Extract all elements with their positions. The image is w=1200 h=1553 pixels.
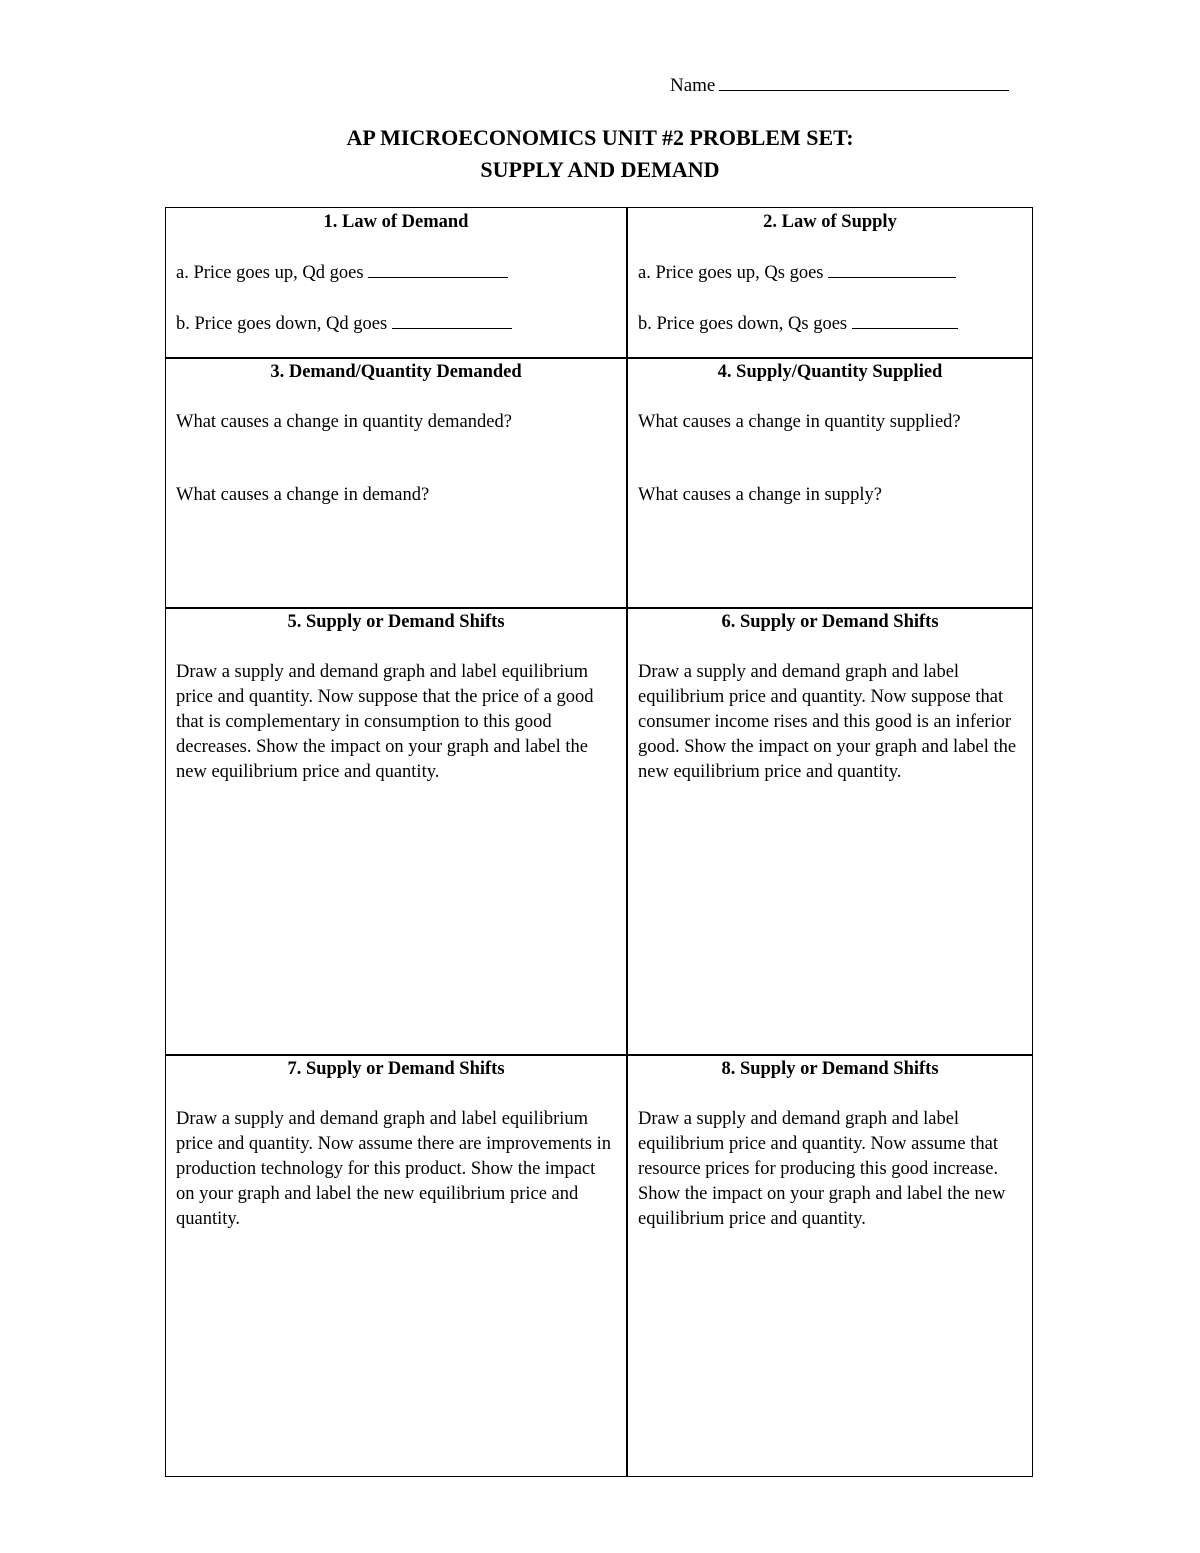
problem-1-a: a. Price goes up, Qd goes bbox=[176, 260, 616, 286]
problem-2-heading: 2. Law of Supply bbox=[763, 212, 897, 232]
name-label: Name bbox=[670, 75, 716, 96]
problem-1 bbox=[166, 210, 626, 337]
name-field[interactable] bbox=[670, 72, 1009, 97]
problem-3-q1: What causes a change in quantity demanded? bbox=[176, 412, 512, 432]
problem-8-body: Draw a supply and demand graph and label equilibrium price and quantity. Now assume that resource prices for producing this good increase. Show the impact on your graph and label the new equilibrium price and quantity. bbox=[638, 1109, 1006, 1229]
row-divider bbox=[166, 357, 1032, 359]
answer-blank[interactable] bbox=[368, 260, 508, 278]
page-subtitle: SUPPLY AND DEMAND bbox=[480, 157, 720, 182]
row-divider bbox=[166, 1054, 1032, 1056]
name-blank[interactable] bbox=[719, 72, 1009, 91]
problem-2 bbox=[628, 210, 1032, 337]
problem-3-q2: What causes a change in demand? bbox=[176, 485, 430, 505]
problem-4-q1: What causes a change in quantity supplied? bbox=[638, 412, 961, 432]
problem-grid bbox=[165, 207, 1033, 1477]
problem-4-q2: What causes a change in supply? bbox=[638, 485, 883, 505]
problem-6 bbox=[628, 610, 1032, 785]
problem-5-heading: 5. Supply or Demand Shifts bbox=[287, 612, 505, 632]
problem-7-heading: 7. Supply or Demand Shifts bbox=[287, 1059, 505, 1079]
problem-6-body: Draw a supply and demand graph and label equilibrium price and quantity. Now suppose that consumer income rises and this good is an inferior good. Show the impact on your graph and label the new equilibrium price and quantity. bbox=[638, 662, 1017, 782]
answer-blank[interactable] bbox=[852, 311, 958, 329]
row-divider bbox=[166, 607, 1032, 609]
page-title: AP MICROECONOMICS UNIT #2 PROBLEM SET: bbox=[346, 125, 854, 150]
problem-2-b: b. Price goes down, Qs goes bbox=[638, 311, 1022, 337]
problem-3-heading: 3. Demand/Quantity Demanded bbox=[270, 362, 522, 382]
problem-8-heading: 8. Supply or Demand Shifts bbox=[721, 1059, 939, 1079]
problem-7-body: Draw a supply and demand graph and label equilibrium price and quantity. Now assume there are improvements in production technology for this product. Show the impact on your graph and label the new equilibrium price and quantity. bbox=[176, 1109, 611, 1229]
problem-2-a: a. Price goes up, Qs goes bbox=[638, 260, 1022, 286]
answer-blank[interactable] bbox=[828, 260, 956, 278]
answer-blank[interactable] bbox=[392, 311, 512, 329]
problem-6-heading: 6. Supply or Demand Shifts bbox=[721, 612, 939, 632]
problem-1-heading: 1. Law of Demand bbox=[323, 212, 469, 232]
problem-4 bbox=[628, 360, 1032, 508]
problem-3 bbox=[166, 360, 626, 508]
problem-7 bbox=[166, 1057, 626, 1232]
problem-1-b: b. Price goes down, Qd goes bbox=[176, 311, 616, 337]
problem-8 bbox=[628, 1057, 1032, 1232]
problem-5 bbox=[166, 610, 626, 785]
problem-4-heading: 4. Supply/Quantity Supplied bbox=[717, 362, 943, 382]
problem-5-body: Draw a supply and demand graph and label equilibrium price and quantity. Now suppose that the price of a good that is complementary in consumption to this good decreases. Show the impact on your graph and label the new equilibrium price and quantity. bbox=[176, 662, 594, 782]
